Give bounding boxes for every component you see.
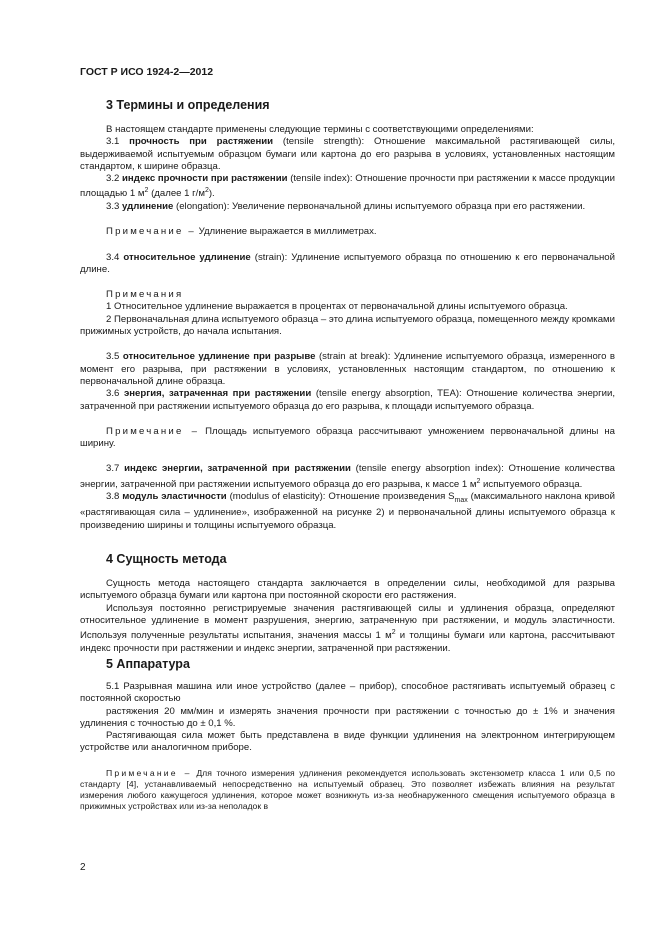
s4-para-2: Используя постоянно регистрируемые значения растягивающей силы и удлинения образца, определяют относительное удлинение в момент разрушения, энергию, затраченную при растяжении, и модуль эластичности. Используя полученные результаты испытания, значения массы 1 $м^2$ и толщины бумаги или картона, рассчитывают индекс прочности при растяжении и индекс энергии, затраченной при растяжении. — [80, 602, 615, 654]
s5-para-1: 5.1 Разрывная машина или иное устройство (далее – прибор), способное растягивать испытуемый образец с постоянной скоростью — [80, 680, 615, 705]
standard-header: ГОСТ Р ИСО 1924-2—2012 — [80, 66, 214, 78]
s5-note: Примечание – Для точного измерения удлинения рекомендуется использовать экстензометр класса 1 или 0,5 по стандарту [4], устанавливаемый непосредственно на испытуемый образец. Это позволяет избежать влияния на результат измерения любого кажущегося удлинения, которое может возникнуть из-за необнаруженного смещения испытуемого образца в прижимных устройствах или из-за неполадок в — [80, 767, 616, 811]
note-area: Примечание – Площадь испытуемого образца рассчитывают умножением первоначальной длины на ширину. — [80, 425, 615, 450]
notes-label: Примечания — [106, 289, 184, 301]
note-strain-1: 1 Относительное удлинение выражается в процентах от первоначальной длины испытуемого образца. — [106, 301, 568, 313]
s3-intro: В настоящем стандарте применены следующие термины с соответствующими определениями: — [106, 124, 534, 135]
term-3-6: 3.6 энергия, затраченная при растяжении (tensile energy absorption, TEA): Отношение количества энергии, затраченной при растяжении испытуемого образца до его разрыва, к площади испытуемого образца. — [80, 388, 615, 412]
section-4-title: 4 Сущность метода — [106, 552, 227, 566]
document-page — [80, 60, 615, 812]
term-3-3: 3.3 удлинение (elongation): Увеличение первоначальной длины испытуемого образца при его растяжении. — [106, 200, 586, 212]
section-5-title: 5 Аппаратура — [106, 656, 190, 671]
page-number: 2 — [80, 862, 86, 873]
term-3-1: 3.1 прочность при растяжении (tensile strength): Отношение максимальной растягивающей силы, выдерживаемой испытуемым образцом бумаги или картона до его разрыва в условиях, установленных настоящим стандартом, к ширине образца. — [80, 136, 616, 172]
section-3-title: 3 Термины и определения — [106, 98, 270, 112]
term-3-8: 3.8 модуль эластичности (modulus of elasticity): Отношение произведения $S_{max}$ (максимального наклона кривой «растягивающая сила – удлинение», изображенной на рисунке 2) и первоначальной длины испытуемого образца к произведению ширины и толщины испытуемого образца. — [80, 491, 615, 531]
note-elongation: Примечание – Удлинение выражается в миллиметрах. — [106, 226, 377, 238]
term-3-2: 3.2 индекс прочности при растяжении (tensile index): Отношение прочности при растяжении к массе продукции площадью 1 $м^2$ (далее 1 $г/м^2$). — [80, 173, 615, 200]
s5-para-2: растяжения 20 мм/мин и измерять значения прочности при растяжении с точностью до ± 1% и значения удлинения с точностью до ± 0,1 %. — [80, 705, 615, 729]
s4-para-1: Сущность метода настоящего стандарта заключается в определении силы, необходимой для разрыва испытуемого образца бумаги или картона при постоянной скорости его растяжения. — [80, 578, 615, 602]
s5-para-3: Растягивающая сила может быть представлена в виде функции удлинения на электронном интегрирующем устройстве или аналогичном приборе. — [80, 730, 615, 754]
note-strain-2: 2 Первоначальная длина испытуемого образца – это длина испытуемого образца, помещенного между кромками прижимных устройств, до начала испытания. — [80, 313, 615, 338]
term-3-5: 3.5 относительное удлинение при разрыве (strain at break): Удлинение испытуемого образца, измеренного в момент его разрыва, при растяжении в условиях, установленных настоящим стандартом, по отношению к первоначальной длине образца. — [80, 351, 615, 387]
term-3-4: 3.4 относительное удлинение (strain): Удлинение испытуемого образца по отношению к его первоначальной длине. — [80, 251, 615, 275]
term-3-7: 3.7 индекс энергии, затраченной при растяжении (tensile energy absorption index): Отношение количества энергии, затраченной при растяжении испытуемого образца до его разрыва, к массе 1 $м^2$ испытуемого образца. — [80, 463, 616, 490]
